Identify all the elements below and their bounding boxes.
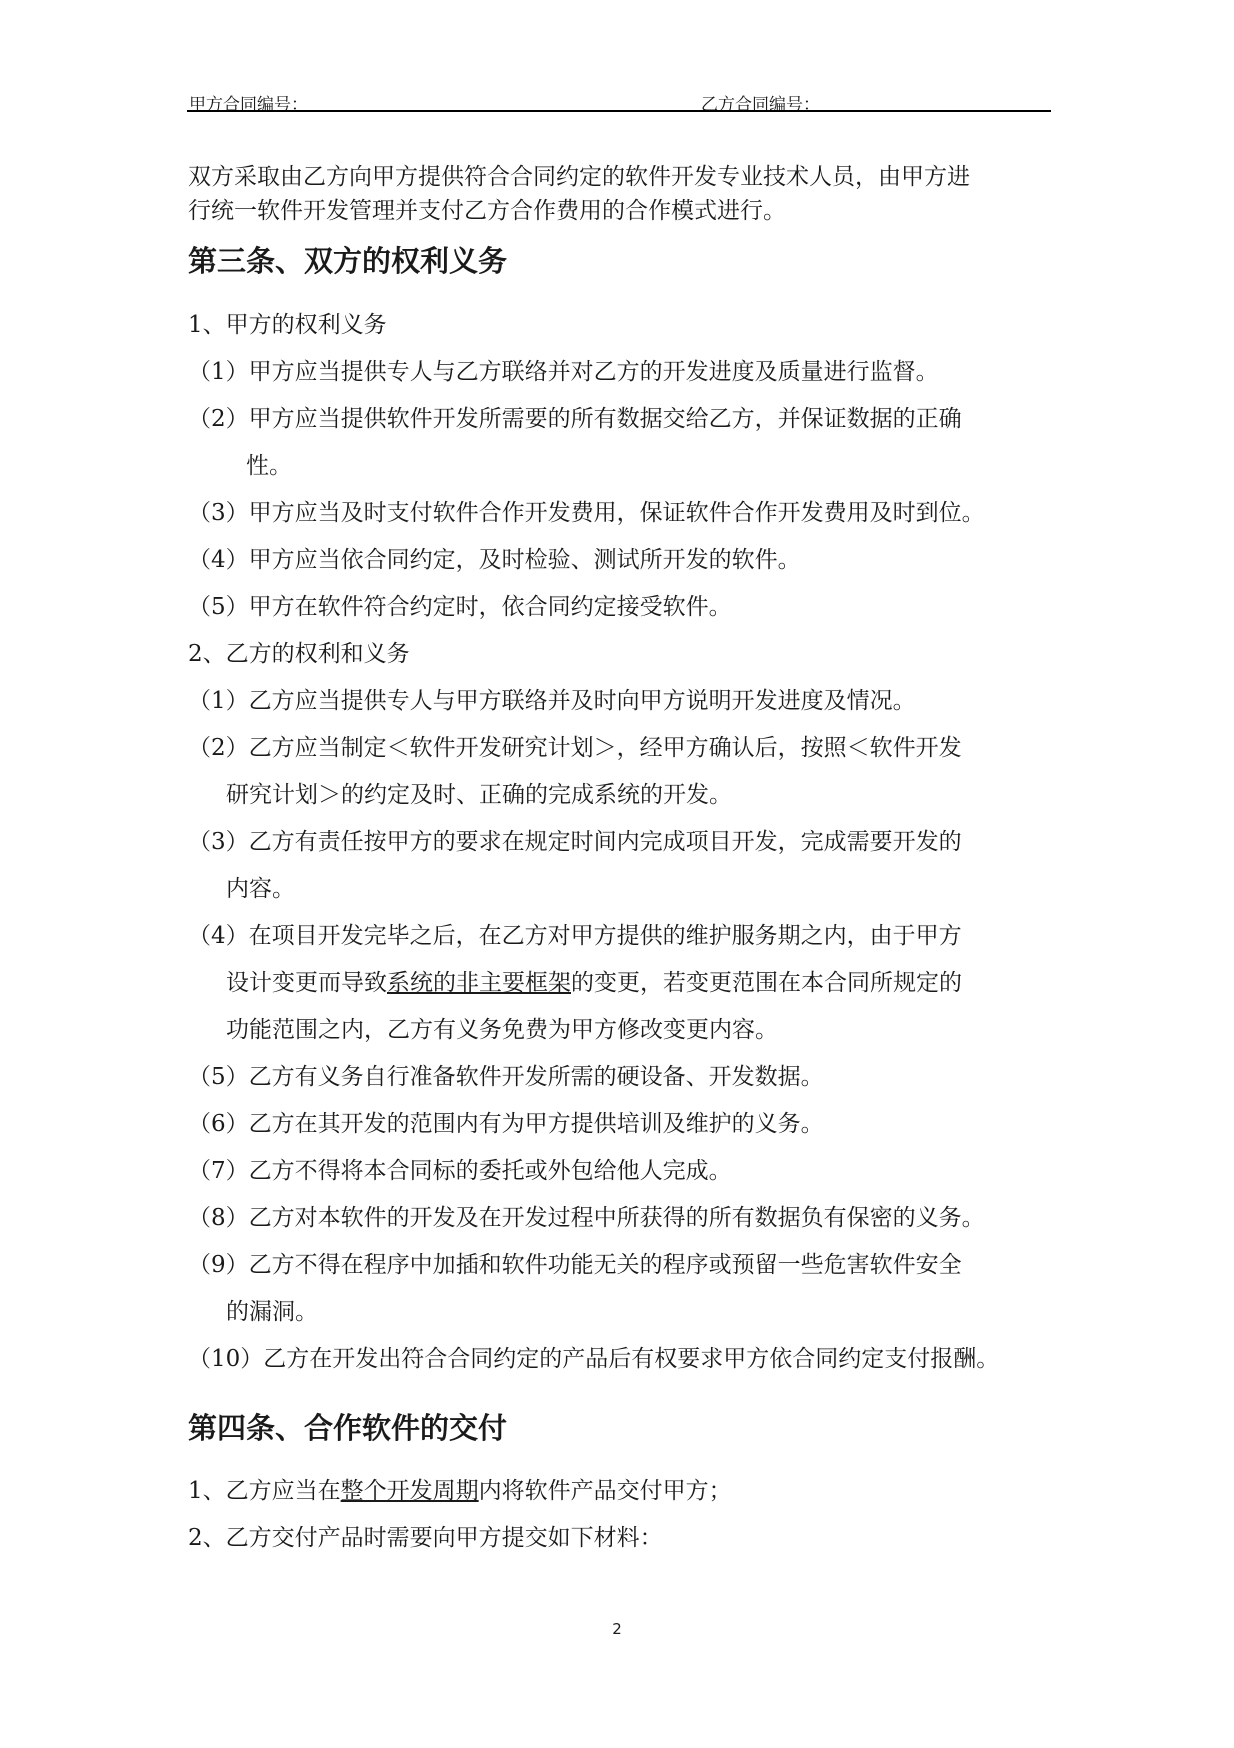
party-b-item-2-cont: 研究计划＞的约定及时、正确的完成系统的开发。 bbox=[226, 782, 732, 808]
party-b-item-1: （1）乙方应当提供专人与甲方联络并及时向甲方说明开发进度及情况。 bbox=[188, 688, 916, 714]
header-divider bbox=[187, 110, 1051, 112]
article-3-title: 第三条、双方的权利义务 bbox=[188, 244, 508, 278]
party-b-item-9-cont: 的漏洞。 bbox=[226, 1299, 318, 1325]
article-4-title: 第四条、合作软件的交付 bbox=[188, 1411, 508, 1445]
party-b-item-4: （4）在项目开发完毕之后，在乙方对甲方提供的维护服务期之内，由于甲方 bbox=[188, 923, 962, 949]
party-a-item-2: （2）甲方应当提供软件开发所需要的所有数据交给乙方，并保证数据的正确 bbox=[188, 406, 962, 432]
party-b-item-9: （9）乙方不得在程序中加插和软件功能无关的程序或预留一些危害软件安全 bbox=[188, 1252, 962, 1278]
party-b-item-8: （8）乙方对本软件的开发及在开发过程中所获得的所有数据负有保密的义务。 bbox=[188, 1205, 985, 1231]
party-b-item-4-cont-2: 功能范围之内，乙方有义务免费为甲方修改变更内容。 bbox=[226, 1017, 778, 1043]
party-b-item-5: （5）乙方有义务自行准备软件开发所需的硬设备、开发数据。 bbox=[188, 1064, 824, 1090]
delivery-item-1-after: 内将软件产品交付甲方； bbox=[478, 1478, 732, 1504]
party-b-rights-heading: 2、乙方的权利和义务 bbox=[188, 641, 410, 667]
delivery-period-underlined: 整个开发周期 bbox=[340, 1478, 479, 1504]
item4-text-before: 设计变更而导致 bbox=[226, 970, 387, 996]
party-b-item-10: （10）乙方在开发出符合合同约定的产品后有权要求甲方依合同约定支付报酬。 bbox=[188, 1346, 1000, 1372]
party-a-item-1: （1）甲方应当提供专人与乙方联络并对乙方的开发进度及质量进行监督。 bbox=[188, 359, 939, 385]
party-b-item-3-cont: 内容。 bbox=[226, 876, 295, 902]
party-b-contract-number-label: 乙方合同编号： bbox=[701, 95, 820, 115]
item4-underlined-text: 系统的非主要框架 bbox=[387, 970, 571, 996]
party-a-item-4: （4）甲方应当依合同约定，及时检验、测试所开发的软件。 bbox=[188, 547, 801, 573]
party-b-item-7: （7）乙方不得将本合同标的委托或外包给他人完成。 bbox=[188, 1158, 732, 1184]
party-b-item-4-cont-1 bbox=[226, 968, 962, 998]
party-b-item-3: （3）乙方有责任按甲方的要求在规定时间内完成项目开发，完成需要开发的 bbox=[188, 829, 962, 855]
intro-line-1: 双方采取由乙方向甲方提供符合合同约定的软件开发专业技术人员，由甲方进 bbox=[188, 164, 970, 190]
party-b-item-2: （2）乙方应当制定＜软件开发研究计划＞，经甲方确认后，按照＜软件开发 bbox=[188, 735, 962, 761]
delivery-item-2: 2、乙方交付产品时需要向甲方提交如下材料： bbox=[188, 1525, 663, 1551]
party-a-rights-heading: 1、甲方的权利义务 bbox=[188, 312, 387, 338]
delivery-item-1-before: 1、乙方应当在 bbox=[188, 1478, 341, 1504]
party-a-contract-number-label: 甲方合同编号： bbox=[189, 95, 308, 115]
party-a-item-2-cont: 性。 bbox=[246, 453, 292, 479]
party-b-item-6: （6）乙方在其开发的范围内有为甲方提供培训及维护的义务。 bbox=[188, 1111, 824, 1137]
item4-text-after: 的变更，若变更范围在本合同所规定的 bbox=[571, 970, 962, 996]
page-number: 2 bbox=[612, 1620, 622, 1638]
intro-line-2: 行统一软件开发管理并支付乙方合作费用的合作模式进行。 bbox=[188, 198, 786, 224]
party-a-item-5: （5）甲方在软件符合约定时，依合同约定接受软件。 bbox=[188, 594, 732, 620]
delivery-item-1 bbox=[188, 1476, 732, 1506]
party-a-item-3: （3）甲方应当及时支付软件合作开发费用，保证软件合作开发费用及时到位。 bbox=[188, 500, 985, 526]
